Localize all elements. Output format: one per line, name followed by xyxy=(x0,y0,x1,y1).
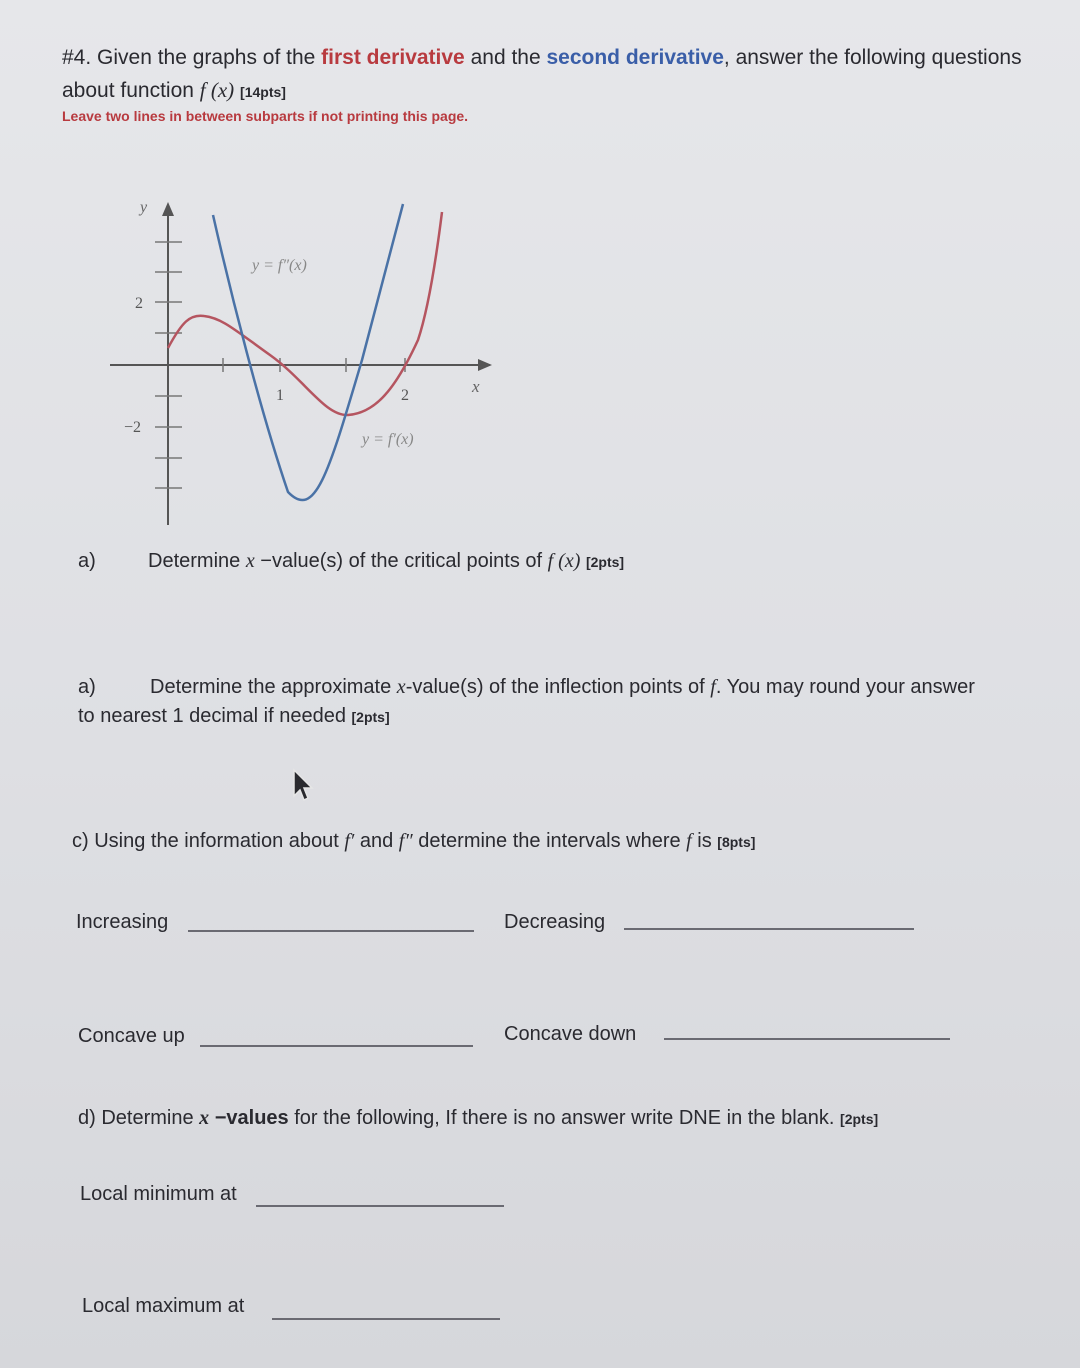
y-axis-label: y xyxy=(140,199,148,216)
second-derivative-curve xyxy=(168,212,442,415)
question-c-text-4: is xyxy=(691,830,712,852)
header-text-1: #4. Given the graphs of the xyxy=(62,46,322,69)
header-points: [14pts] xyxy=(240,84,286,100)
concave-up-label: Concave up xyxy=(78,1025,185,1047)
question-a-label: a) xyxy=(78,550,96,572)
increasing-blank[interactable] xyxy=(188,930,474,932)
local-min-label: Local minimum at xyxy=(80,1183,237,1205)
concave-up-blank[interactable] xyxy=(200,1045,473,1047)
decreasing-label: Decreasing xyxy=(504,911,606,933)
tick-label-neg2: −2 xyxy=(124,419,142,436)
question-b xyxy=(150,676,1075,699)
x-axis-label: x xyxy=(472,377,480,396)
question-a-var: x xyxy=(245,550,255,572)
first-derivative-keyword: first derivative xyxy=(321,46,465,69)
header-fx: f (x) xyxy=(199,78,235,102)
question-a-points: [2pts] xyxy=(585,554,625,570)
question-b-text-4: to nearest 1 decimal if needed xyxy=(78,705,346,727)
x-axis-arrow xyxy=(478,359,492,371)
question-header-line2 xyxy=(62,74,286,108)
question-b-var: x xyxy=(396,676,406,698)
second-derivative-keyword: second derivative xyxy=(546,46,724,69)
first-derivative-label: y = f′(x) xyxy=(362,431,414,448)
question-d-var: x xyxy=(199,1107,210,1129)
header-text-2: and the xyxy=(464,46,547,69)
y-axis-arrow xyxy=(162,202,174,216)
question-b-line2 xyxy=(78,705,390,728)
question-b-f: f xyxy=(710,676,716,698)
question-c-text-2: and xyxy=(354,830,399,852)
local-min-blank[interactable] xyxy=(256,1205,504,1207)
first-derivative-curve xyxy=(213,204,403,500)
decreasing-blank[interactable] xyxy=(624,928,914,930)
question-c-text-1: c) Using the information about xyxy=(72,830,345,852)
increasing-label: Increasing xyxy=(76,911,169,933)
tick-label-2: 2 xyxy=(135,295,143,312)
question-a xyxy=(148,550,624,573)
question-c-points: [8pts] xyxy=(717,834,756,850)
question-c xyxy=(72,830,755,853)
question-header xyxy=(62,42,1072,74)
question-b-label: a) xyxy=(78,676,96,698)
question-d-text-1: d) Determine xyxy=(78,1107,200,1129)
question-d xyxy=(78,1107,878,1130)
question-b-text-3: . You may round your answer xyxy=(715,676,975,698)
question-a-fx: f (x) xyxy=(547,550,581,572)
question-a-text-1: Determine xyxy=(148,550,246,572)
question-b-text-2: -value(s) of the inflection points of xyxy=(405,676,711,698)
header-text-3: , answer the following questions xyxy=(723,46,1022,69)
question-c-text-3: determine the intervals where xyxy=(412,830,687,852)
question-b-text-1: Determine the approximate xyxy=(150,676,397,698)
concave-down-blank[interactable] xyxy=(664,1038,950,1040)
question-c-f: f xyxy=(686,830,692,852)
header-text-4: about function xyxy=(62,79,200,102)
question-c-f1: f′ xyxy=(344,830,355,852)
mouse-cursor-icon xyxy=(290,768,318,804)
local-max-blank[interactable] xyxy=(272,1318,500,1320)
question-c-f2: f″ xyxy=(398,830,413,852)
derivative-graph xyxy=(100,190,520,530)
question-d-bold: −values xyxy=(209,1107,289,1129)
tick-label-x2: 2 xyxy=(401,387,409,404)
print-note: Leave two lines in between subparts if not printing this page. xyxy=(62,108,469,124)
tick-label-1: 1 xyxy=(276,387,284,404)
question-d-points: [2pts] xyxy=(840,1111,879,1127)
concave-down-label: Concave down xyxy=(504,1023,637,1045)
local-max-label: Local maximum at xyxy=(82,1295,245,1317)
question-d-text-2: for the following, If there is no answer write DNE in the blank. xyxy=(288,1107,835,1129)
second-derivative-label: y = f″(x) xyxy=(252,257,307,274)
question-a-text-2: −value(s) of the critical points of xyxy=(254,550,548,572)
question-b-points: [2pts] xyxy=(351,709,390,725)
